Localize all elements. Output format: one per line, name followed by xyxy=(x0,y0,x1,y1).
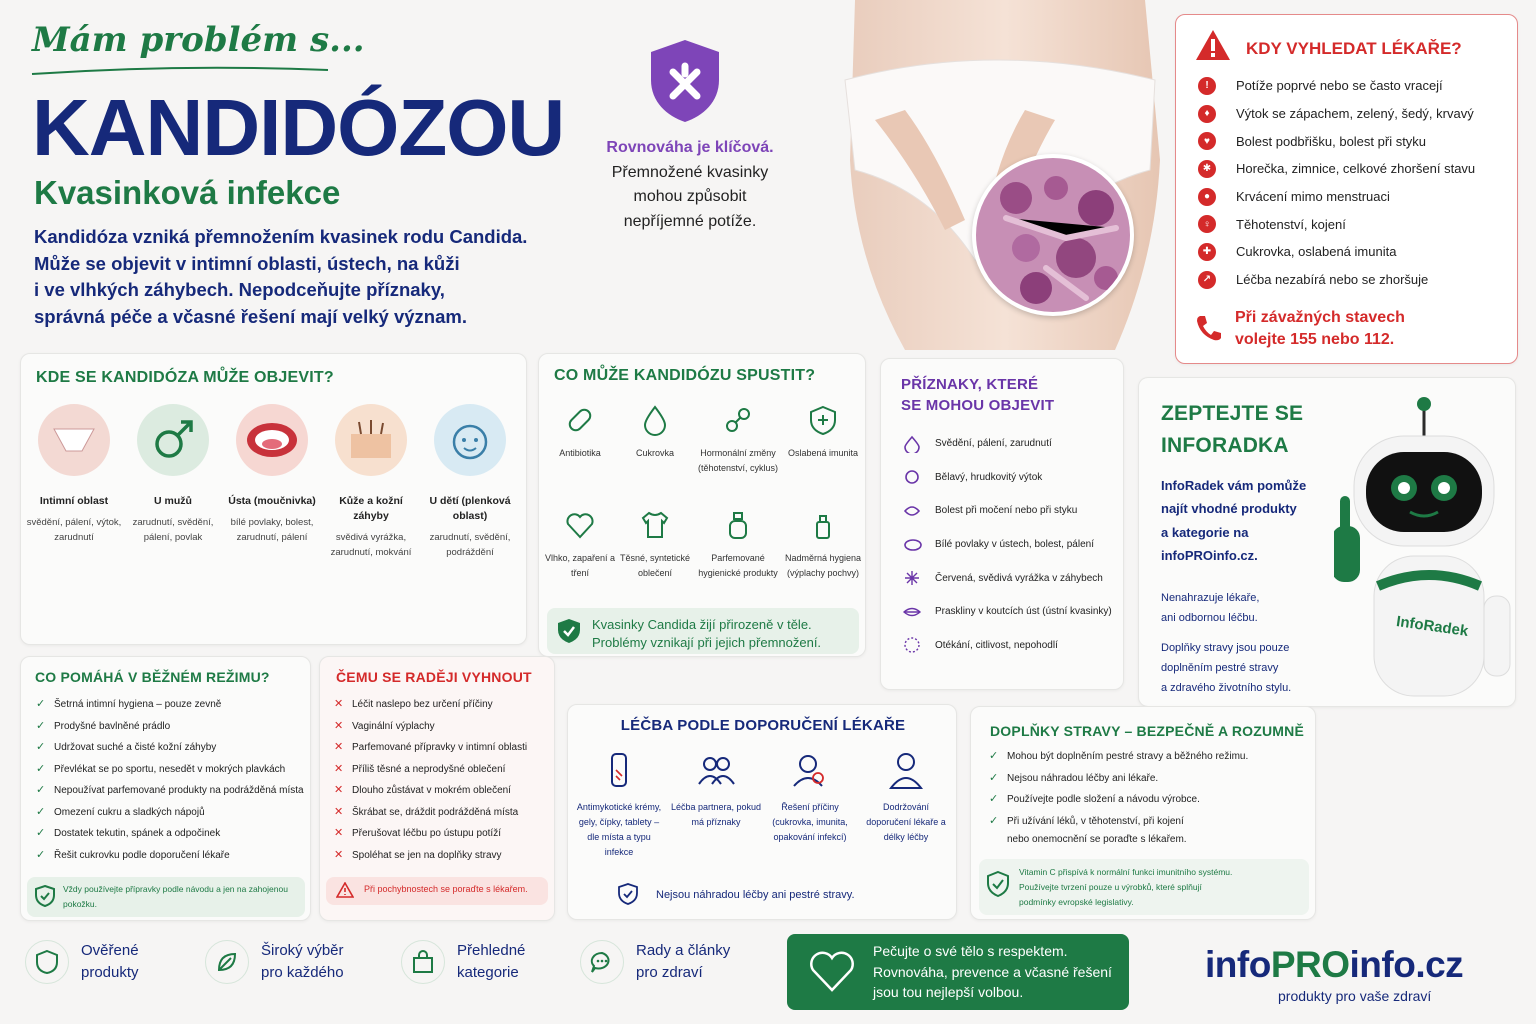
symptom-item: Otékání, citlivost, nepohodlí xyxy=(903,629,1112,663)
pain-icon: ♥ xyxy=(1198,132,1216,150)
list-item: ✓ Používejte podle složení a návodu výrobce. xyxy=(989,789,1248,811)
trigger-item: Těsné, syntetické oblečení xyxy=(616,509,694,581)
location-men: U mužů zarudnutí, svědění, pálení, povlak xyxy=(125,404,221,545)
pregnancy-icon: ♀ xyxy=(1198,215,1216,233)
symptom-item: Svědění, pálení, zarudnutí xyxy=(903,427,1112,461)
fever-icon: ✱ xyxy=(1198,160,1216,178)
hormone-icon xyxy=(722,404,754,436)
phone-icon xyxy=(1194,313,1224,343)
shield-check-icon xyxy=(987,871,1009,897)
doctor-icon xyxy=(886,750,926,790)
warning-icon xyxy=(336,882,354,898)
cross-icon: ✕ xyxy=(334,762,344,775)
page-title: KANDIDÓZOU xyxy=(32,83,565,172)
list-item: ✓ Při užívání léků, v těhotenství, při kojení xyxy=(989,811,1248,833)
doctor-list xyxy=(1198,72,1475,294)
triggers-title: CO MŮŽE KANDIDÓZU SPUSTIT? xyxy=(554,367,816,384)
list-item: ♀ Těhotenství, kojení xyxy=(1198,210,1475,238)
discharge-icon xyxy=(903,468,925,486)
page-subtitle: Kvasinková infekce xyxy=(34,174,341,211)
check-icon: ✓ xyxy=(36,784,46,796)
treatment-title: LÉČBA PODLE DOPORUČENÍ LÉKAŘE xyxy=(620,717,906,734)
pain-icon xyxy=(903,502,925,520)
list-item: ✕ Vaginální výplachy xyxy=(334,716,527,738)
list-item: ✓ Omezení cukru a sladkých nápojů xyxy=(36,802,304,824)
list-item: ♦ Výtok se zápachem, zelený, šedý, krvavý xyxy=(1198,100,1475,128)
underline-swoosh xyxy=(30,64,330,78)
doctor-search-icon xyxy=(790,750,830,790)
location-children: U dětí (plenková oblast) zarudnutí, svědění, podráždění xyxy=(422,404,518,560)
infoproinfo-logo[interactable]: infoPROinfo.cz xyxy=(1205,944,1464,985)
swelling-icon xyxy=(903,636,925,654)
where-card xyxy=(20,353,527,645)
feature-verified: Ověřené produkty xyxy=(25,940,139,984)
symptoms-card xyxy=(880,358,1124,690)
cross-icon: ✕ xyxy=(334,698,344,710)
ask-title: ZEPTEJTE SE INFORADKA xyxy=(1161,402,1304,457)
list-item: ✓ Nepoužívat parfemované produkty na podrážděná místa xyxy=(36,780,304,802)
symptom-item: Červená, svědivá vyrážka v záhybech xyxy=(903,561,1112,595)
robot-label: InfoRadek xyxy=(1395,613,1470,640)
check-icon: ✓ xyxy=(36,762,46,775)
treatment-item: Antimykotické krémy, gely, čípky, tablety – dle místa a typu infekce xyxy=(573,750,665,860)
list-item: ✓ Šetrná intimní hygiena – pouze zevně xyxy=(36,694,304,716)
lips-icon xyxy=(903,603,925,621)
heart-icon xyxy=(809,950,855,992)
list-item: ↗ Léčba nezabírá nebo se zhoršuje xyxy=(1198,266,1475,294)
perfume-icon xyxy=(722,509,754,541)
hero-photo xyxy=(815,0,1165,350)
list-item: ✕ Léčit naslepo bez určení příčiny xyxy=(334,694,527,716)
list-item: ♥ Bolest podbřišku, bolest při styku xyxy=(1198,127,1475,155)
treatment-item: Řešení příčiny (cukrovka, imunita, opakování infekcí) xyxy=(764,750,856,845)
list-item: ✓ Prodyšné bavlněné prádlo xyxy=(36,716,304,738)
treatment-item: Léčba partnera, pokud má příznaky xyxy=(670,750,762,830)
symptom-item: Bolest při močení nebo při styku xyxy=(903,494,1112,528)
where-title: KDE SE KANDIDÓZA MŮŽE OBJEVIT? xyxy=(36,369,334,386)
mouth-icon xyxy=(903,536,925,554)
trigger-item: Hormonální změny (těhotenství, cyklus) xyxy=(696,404,780,476)
check-icon: ✓ xyxy=(36,848,46,861)
location-mouth: Ústa (moučnivka) bílé povlaky, bolest, zarudnutí, pálení xyxy=(224,404,320,545)
list-item: ✕ Škrábat se, dráždit podrážděná místa xyxy=(334,802,527,824)
cross-icon: ✕ xyxy=(334,741,344,753)
skin-icon xyxy=(335,404,407,476)
shield-check-icon xyxy=(557,618,581,644)
respect-banner: Pečujte o své tělo s respektem. Rovnováha, prevence a včasné řešení jsou tou nejlepší volbou. xyxy=(787,934,1129,1010)
list-item: nebo onemocnění se poraďte s lékařem. xyxy=(1007,834,1187,845)
supplements-card xyxy=(970,706,1316,920)
spray-bottle-icon xyxy=(807,509,839,541)
rash-icon xyxy=(903,569,925,587)
treatment-note: Nejsou náhradou léčby ani pestré stravy. xyxy=(656,889,855,901)
symptoms-title: PŘÍZNAKY, KTERÉ SE MOHOU OBJEVIT xyxy=(901,376,1055,414)
treatment-item: Dodržování doporučení lékaře a délky léčby xyxy=(860,750,952,845)
supplements-list xyxy=(989,746,1248,847)
trigger-item: Oslabená imunita xyxy=(784,404,862,461)
check-icon: ✓ xyxy=(989,771,999,784)
treatment-card xyxy=(567,704,957,920)
cross-icon: ✕ xyxy=(334,784,344,796)
trigger-item: Vlhko, zapaření a tření xyxy=(541,509,619,581)
emergency-text: Při závažných stavech volejte 155 nebo 112. xyxy=(1235,309,1405,348)
shield-icon xyxy=(25,940,69,984)
ask-inforadek-card xyxy=(1138,377,1516,707)
avoid-card xyxy=(319,656,555,921)
list-item: ✱ Horečka, zimnice, celkové zhoršení stavu xyxy=(1198,155,1475,183)
trigger-item: Cukrovka xyxy=(616,404,694,461)
shopping-bag-icon xyxy=(401,940,445,984)
balance-text: Rovnováha je klíčová. Přemnožené kvasinky mohou způsobit nepříjemné potíže. xyxy=(606,139,774,230)
shield-icon xyxy=(618,883,638,905)
list-item: ✕ Příliš těsné a neprodyšné oblečení xyxy=(334,759,527,781)
avoid-note: Při pochybnostech se poraďte s lékařem. xyxy=(326,877,548,905)
tube-icon xyxy=(602,750,636,790)
supplements-note: Vitamin C přispívá k normální funkci imunitního systému. Používejte tvrzení pouze u výrobků, které splňují podmínky evropské legislativy. xyxy=(979,859,1309,915)
ask-note-2: Doplňky stravy jsou pouze doplněním pestré stravy a zdravého životního stylu. xyxy=(1161,642,1292,694)
helps-list xyxy=(36,694,304,866)
ask-text: InfoRadek vám pomůže najít vhodné produkty a kategorie na infoPROinfo.cz. xyxy=(1161,478,1307,563)
mouth-icon xyxy=(236,404,308,476)
feature-advice: Rady a články pro zdraví xyxy=(580,940,730,984)
check-icon: ✓ xyxy=(36,827,46,839)
check-icon: ✓ xyxy=(36,698,46,710)
list-item: ✓ Nejsou náhradou léčby ani lékaře. xyxy=(989,768,1248,790)
triggers-note: Kvasinky Candida žijí přirozeně v těle. Problémy vznikají při jejich přemnožení. xyxy=(547,608,859,654)
cross-icon: ✕ xyxy=(334,719,344,732)
cross-icon: ✕ xyxy=(334,827,344,839)
feature-wide-selection: Široký výběr pro každého xyxy=(205,940,344,984)
avoid-title: ČEMU SE RADĚJI VYHNOUT xyxy=(336,669,532,685)
shield-icon xyxy=(647,38,723,124)
list-item: ✓ Mohou být doplněním pestré stravy a běžného režimu. xyxy=(989,746,1248,768)
underwear-icon xyxy=(38,404,110,476)
list-item: ✕ Dlouho zůstávat v mokrém oblečení xyxy=(334,780,527,802)
male-symbol-icon xyxy=(137,404,209,476)
list-item: ✓ Řešit cukrovku podle doporučení lékaře xyxy=(36,845,304,867)
bleeding-icon: ● xyxy=(1198,188,1216,206)
trigger-item: Parfemované hygienické produkty xyxy=(696,509,780,581)
robot-mascot xyxy=(1334,396,1514,706)
check-icon: ✓ xyxy=(989,793,999,805)
check-icon: ✓ xyxy=(36,805,46,818)
symptom-item: Bílé povlaky v ústech, bolest, pálení xyxy=(903,528,1112,562)
list-item: ✕ Přerušovat léčbu po ústupu potíží xyxy=(334,823,527,845)
leaf-icon xyxy=(205,940,249,984)
triggers-card xyxy=(538,353,866,657)
list-item: ✕ Spoléhat se jen na doplňky stravy xyxy=(334,845,527,867)
check-icon: ✓ xyxy=(989,750,999,762)
intro-text: Kandidóza vzniká přemnožením kvasinek rodu Candida. Může se objevit v intimní oblasti, ústech, na kůži i ve vlhkých záhybech. Nepodceňujte příznaky, správná péče a včasné řešení mají velký význam. xyxy=(34,226,528,327)
location-intimate: Intimní oblast svědění, pálení, výtok, zarudnutí xyxy=(26,404,122,545)
worsening-icon: ↗ xyxy=(1198,271,1216,289)
candida-microscope-image xyxy=(972,154,1134,316)
doctor-card-title: KDY VYHLEDAT LÉKAŘE? xyxy=(1246,39,1462,58)
check-icon: ✓ xyxy=(989,814,999,827)
logo-tagline: produkty pro vaše zdraví xyxy=(1278,988,1432,1004)
couple-icon xyxy=(696,750,736,790)
check-icon: ✓ xyxy=(36,719,46,732)
helps-title: CO POMÁHÁ V BĚŽNÉM REŽIMU? xyxy=(35,669,270,685)
immunity-icon: ✚ xyxy=(1198,243,1216,261)
feature-categories: Přehledné kategorie xyxy=(401,940,525,984)
list-item: ! Potíže poprvé nebo se často vracejí xyxy=(1198,72,1475,100)
list-item: ● Krvácení mimo menstruaci xyxy=(1198,183,1475,211)
pill-icon xyxy=(564,404,596,436)
list-item: ✓ Dostatek tekutin, spánek a odpočinek xyxy=(36,823,304,845)
list-item: ✚ Cukrovka, oslabená imunita xyxy=(1198,238,1475,266)
trigger-item: Nadměrná hygiena (výplachy pochvy) xyxy=(784,509,862,581)
shield-check-icon xyxy=(35,885,55,907)
alert-icon: ! xyxy=(1198,77,1216,95)
cross-icon: ✕ xyxy=(334,848,344,861)
symptom-item: Praskliny v koutcích úst (ústní kvasinky) xyxy=(903,595,1112,629)
when-to-see-doctor-card xyxy=(1175,14,1518,364)
list-item: ✓ Udržovat suché a čisté kožní záhyby xyxy=(36,737,304,759)
supplements-title: DOPLŇKY STRAVY – BEZPEČNĚ A ROZUMNĚ xyxy=(990,723,1305,739)
helps-card xyxy=(20,656,311,921)
baby-icon xyxy=(434,404,506,476)
avoid-list xyxy=(334,694,527,866)
list-item: ✕ Parfemované přípravky v intimní oblasti xyxy=(334,737,527,759)
heart-pulse-icon xyxy=(564,509,596,541)
drop-icon xyxy=(903,435,925,453)
chat-bubble-icon xyxy=(580,940,624,984)
location-skin: Kůže a kožní záhyby svědivá vyrážka, zarudnutí, mokvání xyxy=(323,404,419,560)
shirt-icon xyxy=(639,509,671,541)
trigger-item: Antibiotika xyxy=(541,404,619,461)
ask-note-1: Nenahrazuje lékaře, ani odbornou léčbu. xyxy=(1161,592,1260,624)
cross-icon: ✕ xyxy=(334,805,344,818)
check-icon: ✓ xyxy=(36,741,46,753)
script-title: Mám problém s... xyxy=(32,20,365,60)
drop-icon xyxy=(639,404,671,436)
shield-plus-icon xyxy=(807,404,839,436)
list-item: ✓ Převlékat se po sportu, nesedět v mokrých plavkách xyxy=(36,759,304,781)
helps-note: Vždy používejte přípravky podle návodu a jen na zahojenou pokožku. xyxy=(27,877,305,917)
drop-icon: ♦ xyxy=(1198,105,1216,123)
warning-icon xyxy=(1194,28,1232,62)
symptoms-list xyxy=(903,427,1112,662)
symptom-item: Bělavý, hrudkovitý výtok xyxy=(903,461,1112,495)
